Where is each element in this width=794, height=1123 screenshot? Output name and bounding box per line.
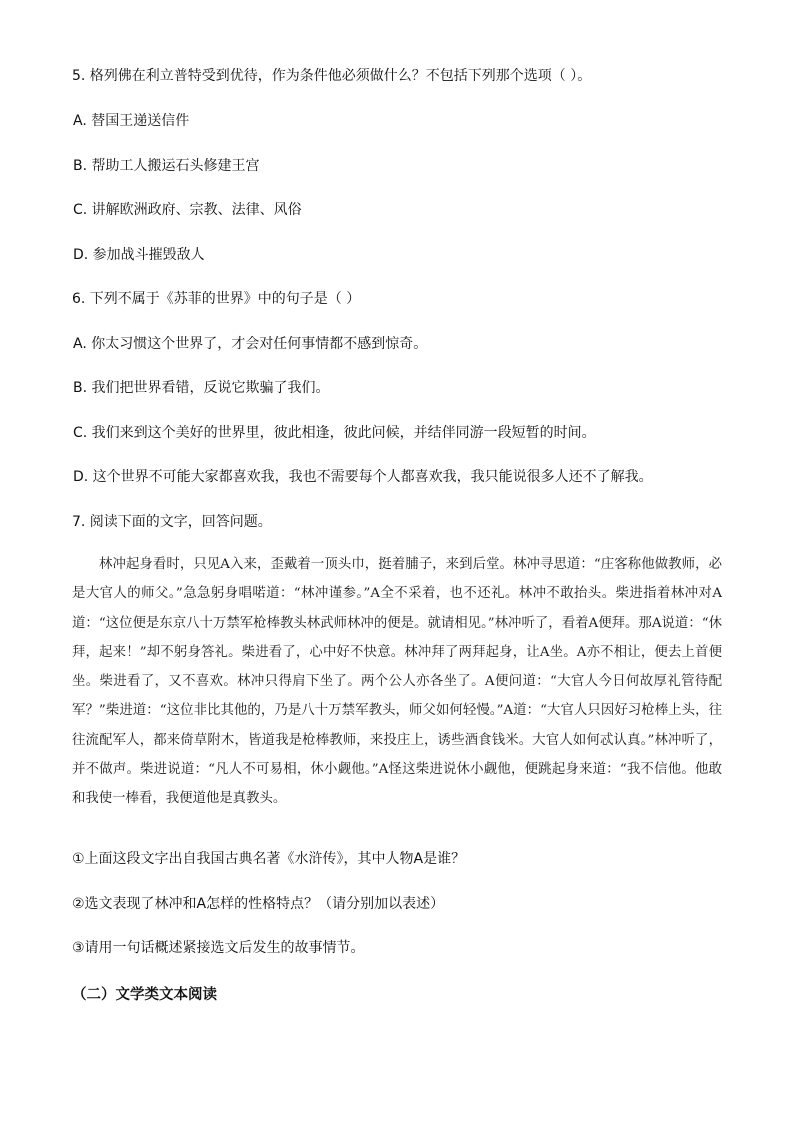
question-6-option-b: B. 我们把世界看错，反说它欺骗了我们。: [73, 380, 330, 396]
subquestion-1: ①上面这段文字出自我国古典名著《水浒传》，其中人物A是谁？: [72, 851, 466, 867]
question-6-option-d: D. 这个世界不可能大家都喜欢我，我也不需要每个人都喜欢我，我只能说很多人还不了解我。: [73, 469, 653, 485]
question-5-option-b: B. 帮助工人搬运石头修建王宫: [73, 158, 260, 174]
question-5-option-a: A. 替国王递送信件: [73, 113, 190, 129]
question-6-option-a: A. 你太习惯这个世界了，才会对任何事情都不感到惊奇。: [73, 336, 428, 352]
subquestion-3: ③请用一句话概述紧接选文后发生的故事情节。: [72, 940, 365, 956]
question-5-stem: 5. 格列佛在利立普特受到优待，作为条件他必须做什么？不包括下列那个选项（ ）。: [72, 68, 592, 84]
reading-passage: 林冲起身看时，只见A入来，歪戴着一顶头巾，挺着脯子，来到后堂。林冲寻思道：“庄客称他做教师，必是大官人的师父。”急急躬身唱喏道：“林冲谨参。”A全不采着，也不还礼。林冲不敢抬头。柴进指着林冲对A道：“这位便是东京八十万禁军枪棒教头林武师林冲的便是。就请相见。”林冲听了，看着A便拜。那A说道：“休拜，起来！”却不躬身答礼。柴进看了，心中好不快意。林冲拜了两拜起身，让A坐。A亦不相让，便去上首便坐。柴进看了，又不喜欢。林冲只得肩下坐了。两个公人亦各坐了。A便问道：“大官人今日何故厚礼管待配军？”柴进道：“这位非比其他的，乃是八十万禁军教头，师父如何轻慢。”A道：“大官人只因好习枪棒上头，往往流配军人，都来倚草附木，皆道我是枪棒教师，来投庄上，诱些酒食钱米。大官人如何忒认真。”林冲听了，并不做声。柴进说道：“凡人不可易相，休小觑他。”A怪这柴进说休小觑他，便跳起身来道：“我不信他。他敢和我使一棒看，我便道他是真教头。: [72, 557, 722, 807]
question-7-stem: 7. 阅读下面的文字，回答问题。: [72, 514, 272, 530]
section-heading: （二）文学类文本阅读: [72, 987, 217, 1003]
question-5-option-d: D. 参加战斗摧毁敌人: [73, 247, 205, 263]
question-6-stem: 6. 下列不属于《苏菲的世界》中的句子是（ ）: [72, 291, 361, 307]
question-5-option-c: C. 讲解欧洲政府、宗教、法律、风俗: [73, 202, 302, 218]
subquestion-2: ②选文表现了林冲和A怎样的性格特点？（请分别加以表述）: [72, 896, 445, 912]
question-6-option-c: C. 我们来到这个美好的世界里，彼此相逢，彼此问候，并结伴同游一段短暂的时间。: [73, 425, 596, 441]
